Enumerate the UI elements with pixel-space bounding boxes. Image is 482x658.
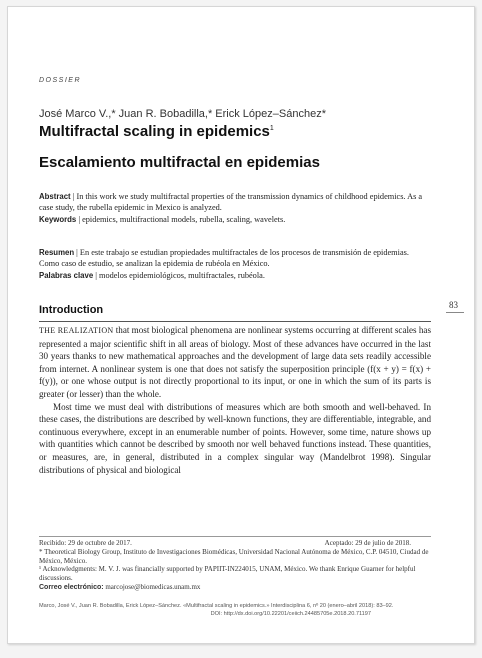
title-footnote-mark: 1 — [269, 125, 274, 132]
acknowledgment-note: ¹ Acknowledgments: M. V. J. was financially supported by PAPIIT-IN224015, UNAM, México. We thank Enrique Guarner for helpful discussions. — [39, 565, 416, 583]
palabras-clave-label: Palabras clave — [39, 270, 94, 280]
title-spanish: Escalamiento multifractal en epidemias — [39, 154, 320, 171]
abstract-label: Abstract — [39, 192, 71, 201]
document-page — [7, 6, 475, 644]
heading-divider — [39, 321, 431, 322]
introduction-body — [39, 324, 431, 476]
section-label: DOSSIER — [39, 77, 82, 84]
email-note — [39, 583, 431, 593]
affiliation-note: * Theoretical Biology Group, Instituto de Investigaciones Biomédicas, Universidad Nacional Autónoma de México, C.P. 04510, Ciudad de México, México. — [39, 547, 429, 565]
citation-text: Marco, José V., Juan R. Bobadilla, Erick López–Sánchez. «Multifractal scaling in epidemics.» Interdisciplina 6, nº 20 (enero–abril 2018): 83–92. — [39, 603, 394, 609]
abstract-text: | In this work we study multifractal properties of the transmission dynamics of childhood epidemics. As a case study, the rubella epidemic in Mexico is analyzed. — [39, 192, 423, 213]
body-paragraph-2: Most time we must deal with distributions of measures which are both smooth and well-behaved. In these cases, the distributions are described by well-known functions, they are differentiable, integrable, and continuous everywhere, except in an enumerable number of points. However, some time, nature shows up with quantities which cannot be described by smooth nor well behaved functions instead. These quantities, or measures, are, in general, distributed in a complex singular way (Mandelbrot 1998). Singular distributions of physical and biological — [39, 401, 431, 475]
accepted-date: Aceptado: 29 de julio de 2018. — [324, 539, 411, 547]
title-english-text: Multifractal scaling in epidemics — [39, 123, 270, 140]
margin-divider — [446, 312, 464, 313]
doi-link[interactable]: DOI: http://dx.doi.org/10.22201/ceiich.24485705e.2018.20.71197 — [210, 610, 371, 617]
received-date: Recibido: 29 de octubre de 2017. — [39, 539, 132, 547]
palabras-clave-paragraph — [39, 270, 431, 281]
palabras-clave-text: | modelos epidemiológicos, multifractales, rubéola. — [93, 270, 265, 280]
body-lead-in: THE REALIZATION — [39, 326, 114, 335]
keywords-text: | epidemics, multifractional models, rubella, scaling, wavelets. — [76, 214, 286, 224]
author-list: José Marco V.,* Juan R. Bobadilla,* Erick López–Sánchez* — [39, 108, 326, 120]
resumen-block — [39, 247, 431, 281]
resumen-label: Resumen — [39, 248, 75, 257]
abstract-paragraph — [39, 191, 431, 214]
footnote-divider — [39, 536, 431, 537]
body-paragraph-1-text: that most biological phenomena are nonlinear systems occurring at different scales has represented a major scientific shift in all areas of biology. Most of these advances have occurred in the last 30 years thanks to new mathematical approaches and the development of large data sets readily accessible from internet. A nonlinear system is one that does not satisfy the superposition principle (f(x + y) = f(x) + f(y)), or one whose output is not directly proportional to its input, or one in which the sum of its parts is greater (or lesser) than the whole. — [39, 325, 431, 399]
citation-block — [39, 603, 431, 618]
footnotes — [39, 539, 431, 593]
abstract-block — [39, 191, 431, 225]
email-link[interactable]: marcojose@biomedicas.unam.mx — [103, 582, 201, 591]
keywords-paragraph — [39, 214, 431, 225]
email-label: Correo electrónico: — [39, 583, 104, 591]
keywords-label: Keywords — [39, 214, 77, 224]
page-number: 83 — [449, 300, 458, 310]
dates-row — [39, 539, 431, 548]
title-english — [39, 123, 274, 140]
resumen-text: | En este trabajo se estudian propiedades multifractales de los procesos de transmisión de epidemias. Como caso de estudio, se analizan la epidemia de rubéola en México. — [39, 248, 409, 269]
resumen-paragraph — [39, 247, 431, 270]
body-paragraph-1 — [39, 324, 431, 401]
introduction-heading: Introduction — [39, 304, 104, 316]
